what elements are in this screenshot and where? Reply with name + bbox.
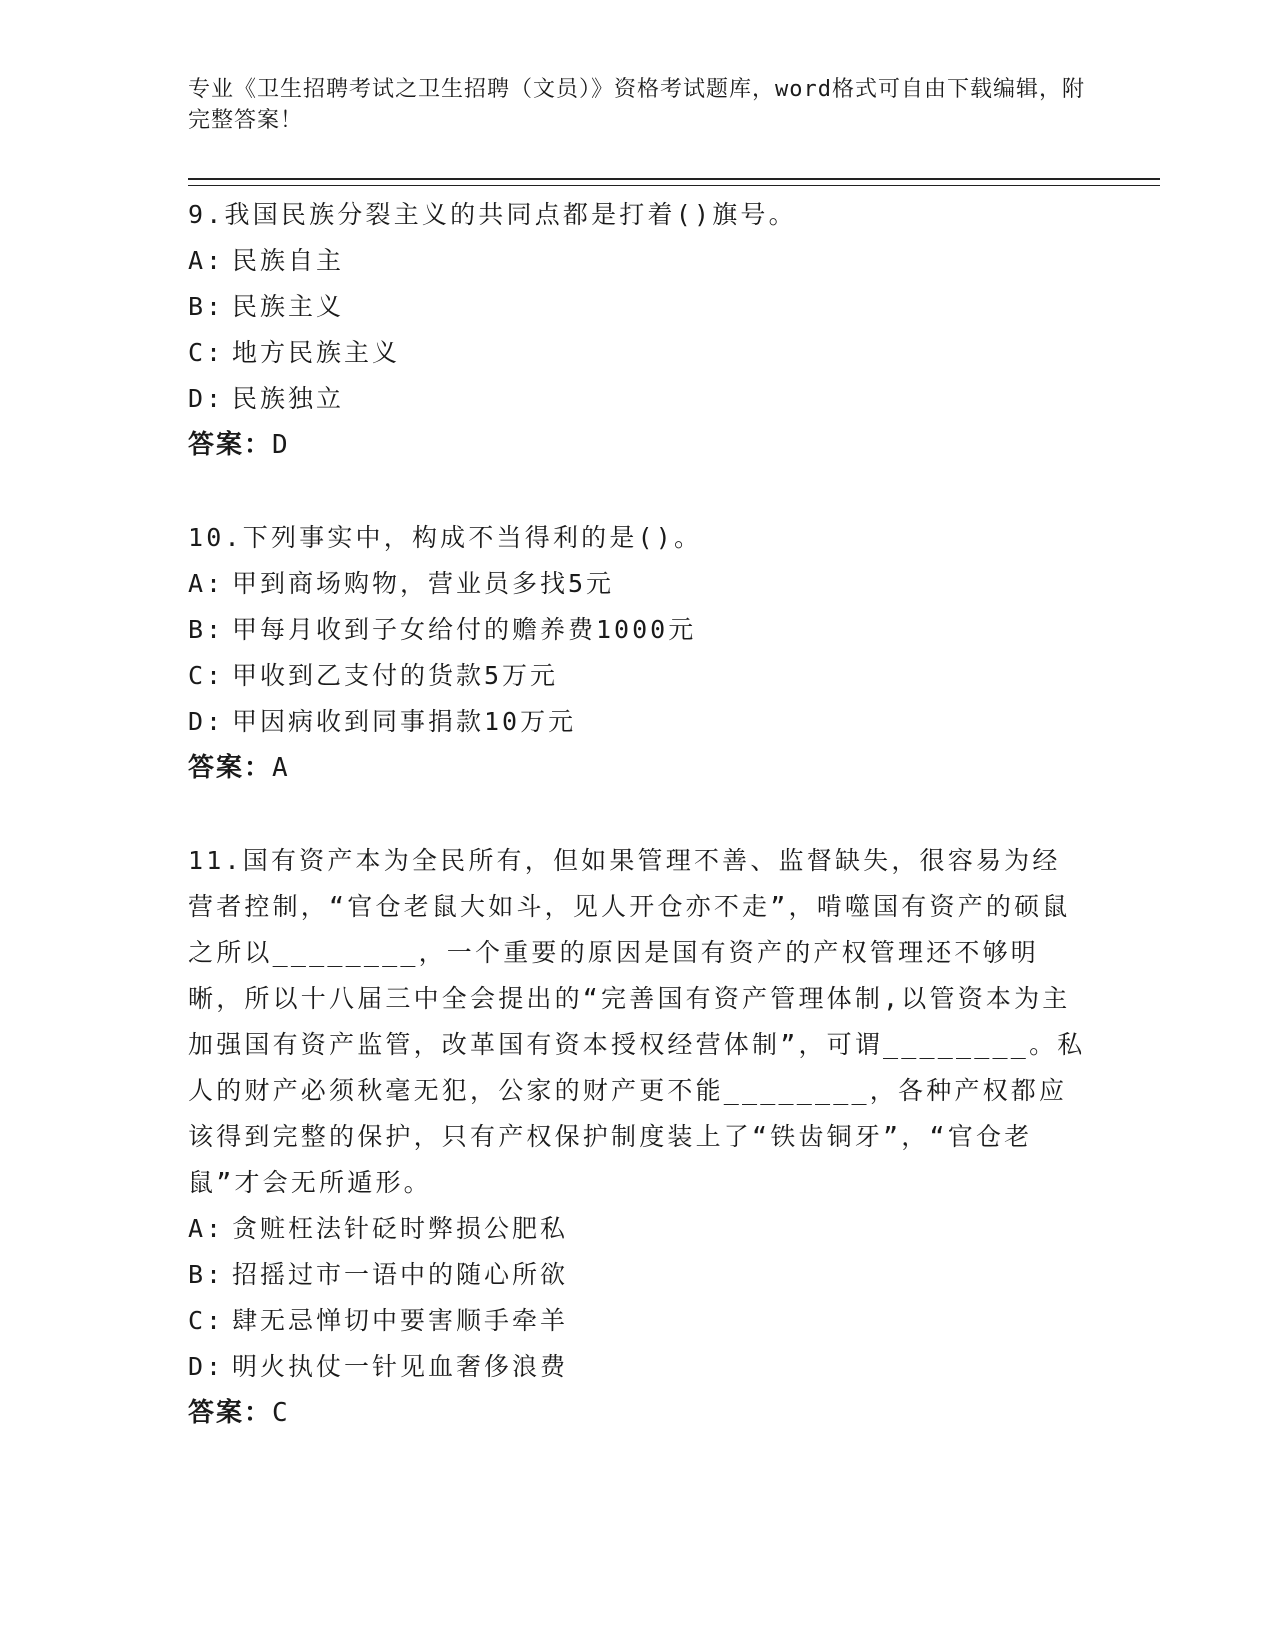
option-c	[188, 1298, 1088, 1344]
option-key: A:	[188, 1214, 225, 1243]
option-text: 招摇过市一语中的随心所欲	[232, 1260, 569, 1289]
option-text: 甲到商场购物，营业员多找5元	[232, 569, 615, 598]
option-b	[188, 607, 1088, 653]
question-list	[188, 192, 1088, 1483]
option-key: D:	[188, 1352, 225, 1381]
answer-value: A	[272, 753, 290, 783]
option-key: C:	[188, 661, 225, 690]
option-key: A:	[188, 569, 225, 598]
option-c	[188, 330, 1088, 376]
option-a	[188, 561, 1088, 607]
question-stem: 9.我国民族分裂主义的共同点都是打着()旗号。	[188, 200, 797, 229]
option-key: B:	[188, 292, 225, 321]
option-text: 民族主义	[232, 292, 345, 321]
option-d	[188, 1344, 1088, 1390]
answer-value: C	[272, 1398, 290, 1428]
question-9	[188, 192, 1088, 468]
question-stem: 10.下列事实中，构成不当得利的是()。	[188, 523, 703, 552]
option-text: 地方民族主义	[232, 338, 401, 367]
option-d	[188, 699, 1088, 745]
answer-value: D	[272, 430, 290, 460]
option-key: D:	[188, 384, 225, 413]
question-stem: 11.国有资产本为全民所有，但如果管理不善、监督缺失，很容易为经营者控制，“官仓老鼠大如斗，见人开仓亦不走”，啃噬国有资产的硕鼠之所以________，一个重要的原因是国有资产的产权管理还不够明晰，所以十八届三中全会提出的“完善国有资产管理体制,以管资本为主加强国有资产监管，改革国有资本授权经营体制”，可谓________。私人的财产必须秋毫无犯，公家的财产更不能________，各种产权都应该得到完整的保护，只有产权保护制度装上了“铁齿铜牙”，“官仓老鼠”才会无所遁形。	[188, 846, 1086, 1197]
option-a	[188, 238, 1088, 284]
option-text: 甲每月收到子女给付的赡养费1000元	[232, 615, 697, 644]
option-key: B:	[188, 1260, 225, 1289]
option-key: C:	[188, 338, 225, 367]
option-key: C:	[188, 1306, 225, 1335]
option-b	[188, 1252, 1088, 1298]
header-divider	[188, 178, 1160, 186]
answer-label: 答案：	[188, 1398, 273, 1428]
answer-line	[188, 422, 1088, 468]
option-text: 贪赃枉法针砭时弊损公肥私	[232, 1214, 569, 1243]
option-text: 民族独立	[232, 384, 345, 413]
option-text: 民族自主	[232, 246, 345, 275]
option-d	[188, 376, 1088, 422]
answer-line	[188, 745, 1088, 791]
option-b	[188, 284, 1088, 330]
option-text: 明火执仗一针见血奢侈浪费	[232, 1352, 569, 1381]
question-10	[188, 515, 1088, 791]
option-text: 甲因病收到同事捐款10万元	[232, 707, 577, 736]
question-11	[188, 838, 1088, 1436]
option-key: D:	[188, 707, 225, 736]
option-text: 甲收到乙支付的货款5万元	[232, 661, 559, 690]
option-c	[188, 653, 1088, 699]
option-a	[188, 1206, 1088, 1252]
answer-label: 答案：	[188, 753, 273, 783]
option-key: B:	[188, 615, 225, 644]
answer-line	[188, 1390, 1088, 1436]
option-text: 肆无忌惮切中要害顺手牵羊	[232, 1306, 569, 1335]
answer-label: 答案：	[188, 430, 273, 460]
option-key: A:	[188, 246, 225, 275]
page-header: 专业《卫生招聘考试之卫生招聘（文员）》资格考试题库，word格式可自由下载编辑，附完整答案！	[188, 77, 1085, 133]
